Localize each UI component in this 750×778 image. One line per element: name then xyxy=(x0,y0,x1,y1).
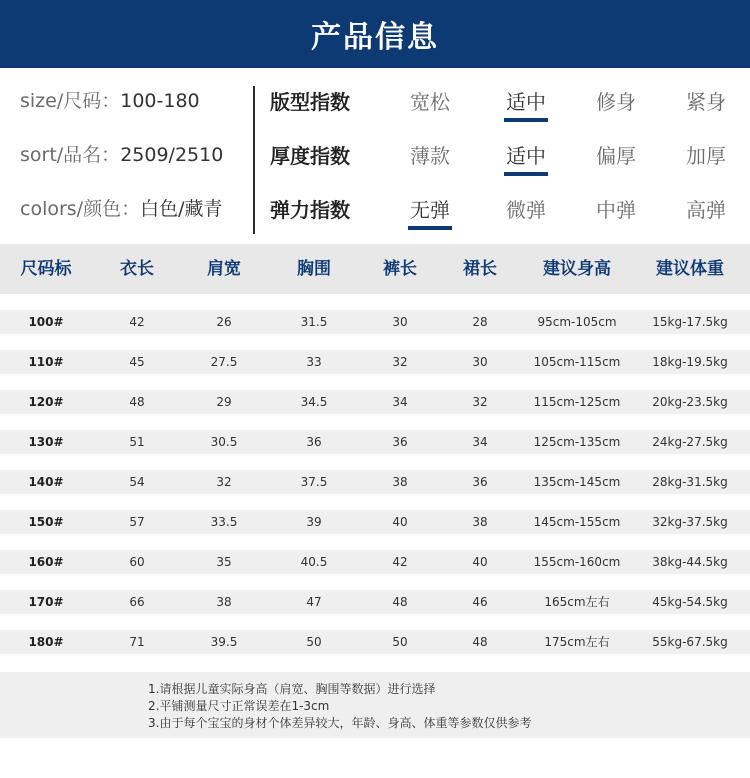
table-cell: 45kg-54.5kg xyxy=(652,595,728,609)
table-cell: 175cm左右 xyxy=(544,635,610,649)
table-row xyxy=(0,310,750,334)
table-cell: 29 xyxy=(216,395,232,409)
index-option-selected: 适中 xyxy=(496,140,556,169)
index-option: 修身 xyxy=(596,90,636,114)
table-row xyxy=(0,350,750,374)
table-cell: 26 xyxy=(216,315,232,329)
table-row xyxy=(0,470,750,494)
column-header: 建议身高 xyxy=(543,259,611,279)
table-cell: 42 xyxy=(392,555,408,569)
notes-box xyxy=(0,672,750,738)
size-cell: 140# xyxy=(28,475,64,489)
table-cell: 46 xyxy=(472,595,488,609)
index-option: 紧身 xyxy=(686,90,726,114)
index-name: 版型指数 xyxy=(270,90,350,114)
size-cell: 130# xyxy=(28,435,64,449)
table-cell: 50 xyxy=(306,635,322,649)
table-cell: 51 xyxy=(129,435,145,449)
table-cell: 38 xyxy=(216,595,232,609)
table-cell: 30.5 xyxy=(210,435,238,449)
table-cell: 57 xyxy=(129,515,145,529)
table-cell: 38 xyxy=(392,475,408,489)
table-cell: 35 xyxy=(216,555,232,569)
table-cell: 34 xyxy=(472,435,488,449)
title-banner xyxy=(0,0,750,68)
table-cell: 31.5 xyxy=(300,315,328,329)
colors-value: 白色/藏青 xyxy=(140,198,223,220)
size-cell: 180# xyxy=(28,635,64,649)
table-cell: 18kg-19.5kg xyxy=(652,355,728,369)
table-cell: 15kg-17.5kg xyxy=(652,315,728,329)
colors-label: colors/颜色： xyxy=(20,198,141,220)
size-cell: 160# xyxy=(28,555,64,569)
table-cell: 145cm-155cm xyxy=(533,515,621,529)
table-cell: 32 xyxy=(472,395,488,409)
table-cell: 40 xyxy=(392,515,408,529)
table-cell: 105cm-115cm xyxy=(533,355,621,369)
index-option: 中弹 xyxy=(596,198,636,222)
index-row xyxy=(270,140,740,170)
size-cell: 150# xyxy=(28,515,64,529)
table-row xyxy=(0,590,750,614)
column-header: 裙长 xyxy=(463,259,497,279)
table-cell: 95cm-105cm xyxy=(537,315,617,329)
index-row xyxy=(270,194,740,224)
divider xyxy=(253,86,255,234)
table-cell: 38kg-44.5kg xyxy=(652,555,728,569)
table-cell: 48 xyxy=(129,395,145,409)
table-cell: 30 xyxy=(472,355,488,369)
table-cell: 20kg-23.5kg xyxy=(652,395,728,409)
column-header: 胸围 xyxy=(297,259,331,279)
size-cell: 120# xyxy=(28,395,64,409)
table-cell: 30 xyxy=(392,315,408,329)
table-cell: 135cm-145cm xyxy=(533,475,621,489)
table-cell: 36 xyxy=(472,475,488,489)
table-cell: 24kg-27.5kg xyxy=(652,435,728,449)
sort-label: sort/品名： xyxy=(20,144,121,166)
table-cell: 33.5 xyxy=(210,515,238,529)
table-cell: 66 xyxy=(129,595,145,609)
index-name: 弹力指数 xyxy=(270,198,350,222)
colors-info xyxy=(20,194,223,221)
table-cell: 48 xyxy=(472,635,488,649)
index-row xyxy=(270,86,740,116)
column-header: 裤长 xyxy=(383,259,417,279)
table-cell: 40 xyxy=(472,555,488,569)
table-cell: 54 xyxy=(129,475,145,489)
table-cell: 40.5 xyxy=(300,555,328,569)
table-cell: 71 xyxy=(129,635,145,649)
table-cell: 38 xyxy=(472,515,488,529)
table-cell: 36 xyxy=(392,435,408,449)
column-header: 尺码标 xyxy=(20,259,72,279)
table-cell: 36 xyxy=(306,435,322,449)
sort-value: 2509/2510 xyxy=(120,144,224,166)
size-info xyxy=(20,86,200,113)
column-header: 衣长 xyxy=(120,259,154,279)
table-cell: 39.5 xyxy=(210,635,238,649)
table-cell: 48 xyxy=(392,595,408,609)
table-cell: 42 xyxy=(129,315,145,329)
size-label: size/尺码： xyxy=(20,90,121,112)
table-cell: 115cm-125cm xyxy=(533,395,621,409)
sort-info xyxy=(20,140,223,167)
table-cell: 32 xyxy=(216,475,232,489)
table-cell: 34 xyxy=(392,395,408,409)
basic-info xyxy=(20,68,260,244)
column-header: 肩宽 xyxy=(207,259,241,279)
table-cell: 33 xyxy=(306,355,322,369)
table-row xyxy=(0,510,750,534)
table-cell: 34.5 xyxy=(300,395,328,409)
size-table-header xyxy=(0,244,750,294)
table-cell: 27.5 xyxy=(210,355,238,369)
note-3: 3.由于每个宝宝的身材个体差异较大，年龄、身高、体重等参数仅供参考 xyxy=(148,716,532,730)
table-row xyxy=(0,390,750,414)
table-row xyxy=(0,550,750,574)
index-name: 厚度指数 xyxy=(270,144,350,168)
table-cell: 28 xyxy=(472,315,488,329)
table-cell: 32 xyxy=(392,355,408,369)
note-1: 1.请根据儿童实际身高（肩宽、胸围等数据）进行选择 xyxy=(148,682,436,696)
size-cell: 170# xyxy=(28,595,64,609)
table-cell: 47 xyxy=(306,595,322,609)
table-cell: 55kg-67.5kg xyxy=(652,635,728,649)
table-cell: 32kg-37.5kg xyxy=(652,515,728,529)
index-option: 偏厚 xyxy=(596,144,636,168)
index-option-selected: 适中 xyxy=(496,86,556,115)
table-cell: 165cm左右 xyxy=(544,595,610,609)
table-cell: 39 xyxy=(306,515,322,529)
table-cell: 37.5 xyxy=(300,475,328,489)
index-option: 薄款 xyxy=(410,144,450,168)
table-cell: 45 xyxy=(129,355,145,369)
product-info-section xyxy=(0,68,750,244)
table-row xyxy=(0,630,750,654)
index-option: 高弹 xyxy=(686,198,726,222)
note-2: 2.平铺测量尺寸正常误差在1-3cm xyxy=(148,699,330,713)
size-value: 100-180 xyxy=(120,90,200,112)
index-option: 加厚 xyxy=(686,144,726,168)
size-cell: 110# xyxy=(28,355,64,369)
column-header: 建议体重 xyxy=(656,259,724,279)
size-cell: 100# xyxy=(28,315,64,329)
table-cell: 28kg-31.5kg xyxy=(652,475,728,489)
page-title: 产品信息 xyxy=(311,20,439,55)
table-cell: 60 xyxy=(129,555,145,569)
index-option-selected: 无弹 xyxy=(400,194,460,223)
table-cell: 50 xyxy=(392,635,408,649)
table-row xyxy=(0,430,750,454)
table-cell: 155cm-160cm xyxy=(533,555,621,569)
table-cell: 125cm-135cm xyxy=(533,435,621,449)
index-option: 微弹 xyxy=(506,198,546,222)
index-option: 宽松 xyxy=(410,90,450,114)
